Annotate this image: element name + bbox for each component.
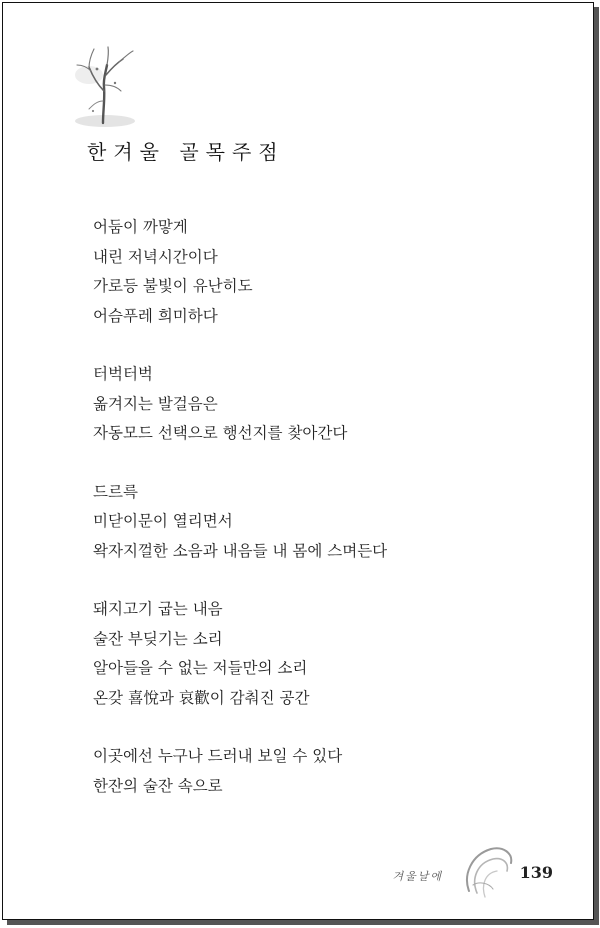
poem-line: 터벅터벅 [93,365,153,383]
poem-line: 온갖 喜悅과 哀歡이 감춰진 공간 [93,688,310,707]
poem-line: 돼지고기 굽는 내음 [93,600,223,618]
poem-line: 이곳에선 누구나 드러내 보일 수 있다 [93,747,343,765]
poem-line: 가로등 불빛이 유난히도 [93,277,253,295]
poem-line: 내린 저녁시간이다 [93,247,218,266]
stanza-2 [93,360,553,449]
footer-book-title: 겨울날에 [392,870,443,883]
poem-line: 알아들을 수 없는 저들만의 소리 [93,659,308,677]
poem-line: 미닫이문이 열리면서 [93,512,233,530]
page-footer [363,839,553,909]
stanza-1 [93,213,553,331]
stanza-4 [93,595,553,713]
poem-line: 자동모드 선택으로 행선지를 찾아간다 [93,424,348,442]
poem-line: 옮겨지는 발걸음은 [93,394,218,413]
poem-line: 드르륵 [93,482,138,501]
poem-line: 한잔의 술잔 속으로 [93,776,223,795]
poem-line: 어둠이 까맣게 [93,218,188,236]
poem-line: 어슴푸레 희미하다 [93,306,218,325]
poem-title: 한겨울 골목주점 [87,140,285,164]
swirl-ornament-icon [459,841,519,903]
book-page [2,2,594,920]
poem-body [93,213,553,830]
stanza-3 [93,478,553,567]
poem-line: 왁자지껄한 소음과 내음들 내 몸에 스며든다 [93,541,388,560]
poem-line: 술잔 부딪기는 소리 [93,629,223,648]
page-number: 139 [519,863,553,882]
bare-tree-icon [67,41,147,131]
stanza-5 [93,742,553,801]
